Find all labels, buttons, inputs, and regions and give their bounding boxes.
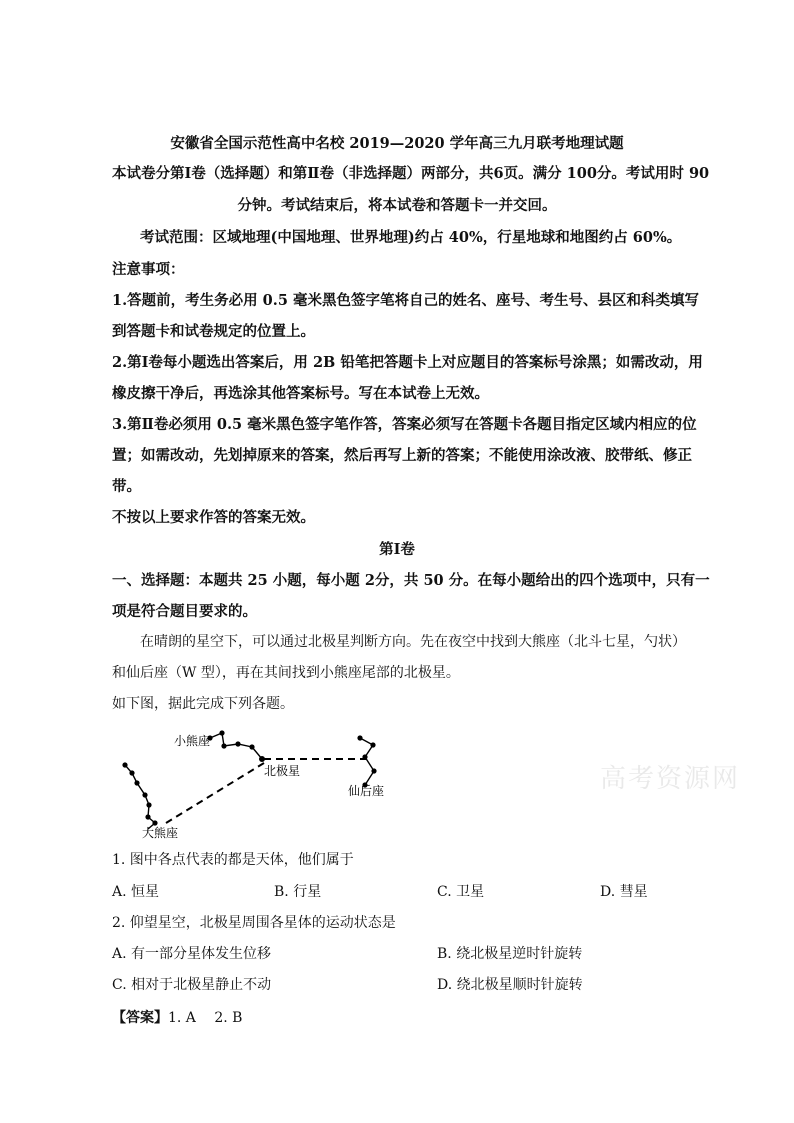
- label-cassiopeia: 仙后座: [348, 784, 385, 798]
- question-1-option-a: A. 恒星: [112, 884, 160, 900]
- section-title: 第Ⅰ卷: [379, 541, 415, 558]
- question-2-option-d: D. 绕北极星顺时针旋转: [437, 977, 583, 993]
- notice-heading: 注意事项：: [112, 261, 185, 278]
- star-polaris: [259, 756, 265, 762]
- exam-scope: 考试范围：区域地理(中国地理、世界地理)约占 40%，行星地球和地图约占 60%。: [140, 229, 682, 246]
- passage-p1: 在晴朗的星空下，可以通过北极星判断方向。先在夜空中找到大熊座（北斗七星，勺状）: [140, 634, 686, 650]
- star-cassiopeia-3: [362, 754, 367, 759]
- section-instruction-b: 项是符合题目要求的。: [112, 603, 257, 620]
- notice-item-3b: 置；如需改动，先划掉原来的答案，然后再写上新的答案；不能使用涂改液、胶带纸、修正: [112, 447, 692, 464]
- notice-item-1a: 1.答题前，考生务必用 0.5 毫米黑色签字笔将自己的姓名、座号、考生号、县区和科类填写: [112, 292, 699, 309]
- notice-item-3a: 3.第Ⅱ卷必须用 0.5 毫米黑色签字笔作答，答案必须写在答题卡各题目指定区域内相应的位: [112, 416, 697, 433]
- star-ursa-minor-4: [235, 741, 240, 746]
- star-ursa-major-3: [134, 780, 139, 785]
- star-ursa-minor-5: [249, 744, 254, 749]
- passage-p3: 如下图，据此完成下列各题。: [112, 696, 294, 712]
- intro-line-1: 本试卷分第Ⅰ卷（选择题）和第Ⅱ卷（非选择题）两部分，共6页。满分 100分。考试用时 90: [112, 165, 710, 182]
- notice-item-2a: 2.第Ⅰ卷每小题选出答案后，用 2B 铅笔把答题卡上对应题目的答案标号涂黑；如需改动，用: [112, 354, 703, 371]
- star-ursa-major-1: [122, 762, 127, 767]
- star-ursa-minor-3: [221, 743, 226, 748]
- constellation-diagram: [112, 725, 412, 843]
- star-ursa-major-4: [142, 792, 147, 797]
- question-1-option-c: C. 卫星: [437, 884, 485, 900]
- notice-item-3c: 带。: [112, 478, 141, 495]
- notice-item-1b: 到答题卡和试卷规定的位置上。: [112, 323, 315, 340]
- section-instruction-a: 一、选择题：本题共 25 小题，每小题 2分，共 50 分。在每小题给出的四个选项中，只有一: [112, 572, 710, 589]
- watermark: 高考资源网: [600, 764, 741, 794]
- answer-text: 1. A 2. B: [168, 1010, 243, 1026]
- intro-line-2: 分钟。考试结束后，将本试卷和答题卡一并交回。: [237, 197, 557, 214]
- star-ursa-major-5: [146, 802, 151, 807]
- question-2-option-c: C. 相对于北极星静止不动: [112, 977, 272, 993]
- question-1-option-b: B. 行星: [274, 884, 322, 900]
- answer-line: [112, 1008, 242, 1028]
- question-2-stem: 2. 仰望星空，北极星周围各星体的运动状态是: [112, 915, 396, 931]
- passage-p2: 和仙后座（W 型），再在其间找到小熊座尾部的北极星。: [112, 665, 460, 681]
- star-ursa-minor-2: [219, 730, 224, 735]
- question-2-option-b: B. 绕北极星逆时针旋转: [437, 946, 583, 962]
- notice-closing: 不按以上要求作答的答案无效。: [112, 509, 315, 526]
- label-ursa-major: 大熊座: [142, 826, 179, 840]
- star-ursa-major-6: [145, 814, 150, 819]
- star-ursa-major-7: [152, 820, 157, 825]
- star-cassiopeia-4: [371, 768, 376, 773]
- label-ursa-minor: 小熊座: [174, 734, 211, 748]
- question-2-option-a: A. 有一部分星体发生位移: [112, 946, 272, 962]
- star-cassiopeia-2: [370, 742, 375, 747]
- answer-label: 【答案】: [112, 1010, 168, 1026]
- label-polaris: 北极星: [264, 764, 301, 778]
- star-cassiopeia-1: [357, 735, 362, 740]
- exam-title: 安徽省全国示范性高中名校 2019—2020 学年高三九月联考地理试题: [170, 135, 624, 152]
- question-1-stem: 1. 图中各点代表的都是天体，他们属于: [112, 852, 354, 868]
- star-ursa-major-2: [129, 770, 134, 775]
- notice-item-2b: 橡皮擦干净后，再选涂其他答案标号。写在本试卷上无效。: [112, 385, 489, 402]
- question-1-option-d: D. 彗星: [600, 884, 648, 900]
